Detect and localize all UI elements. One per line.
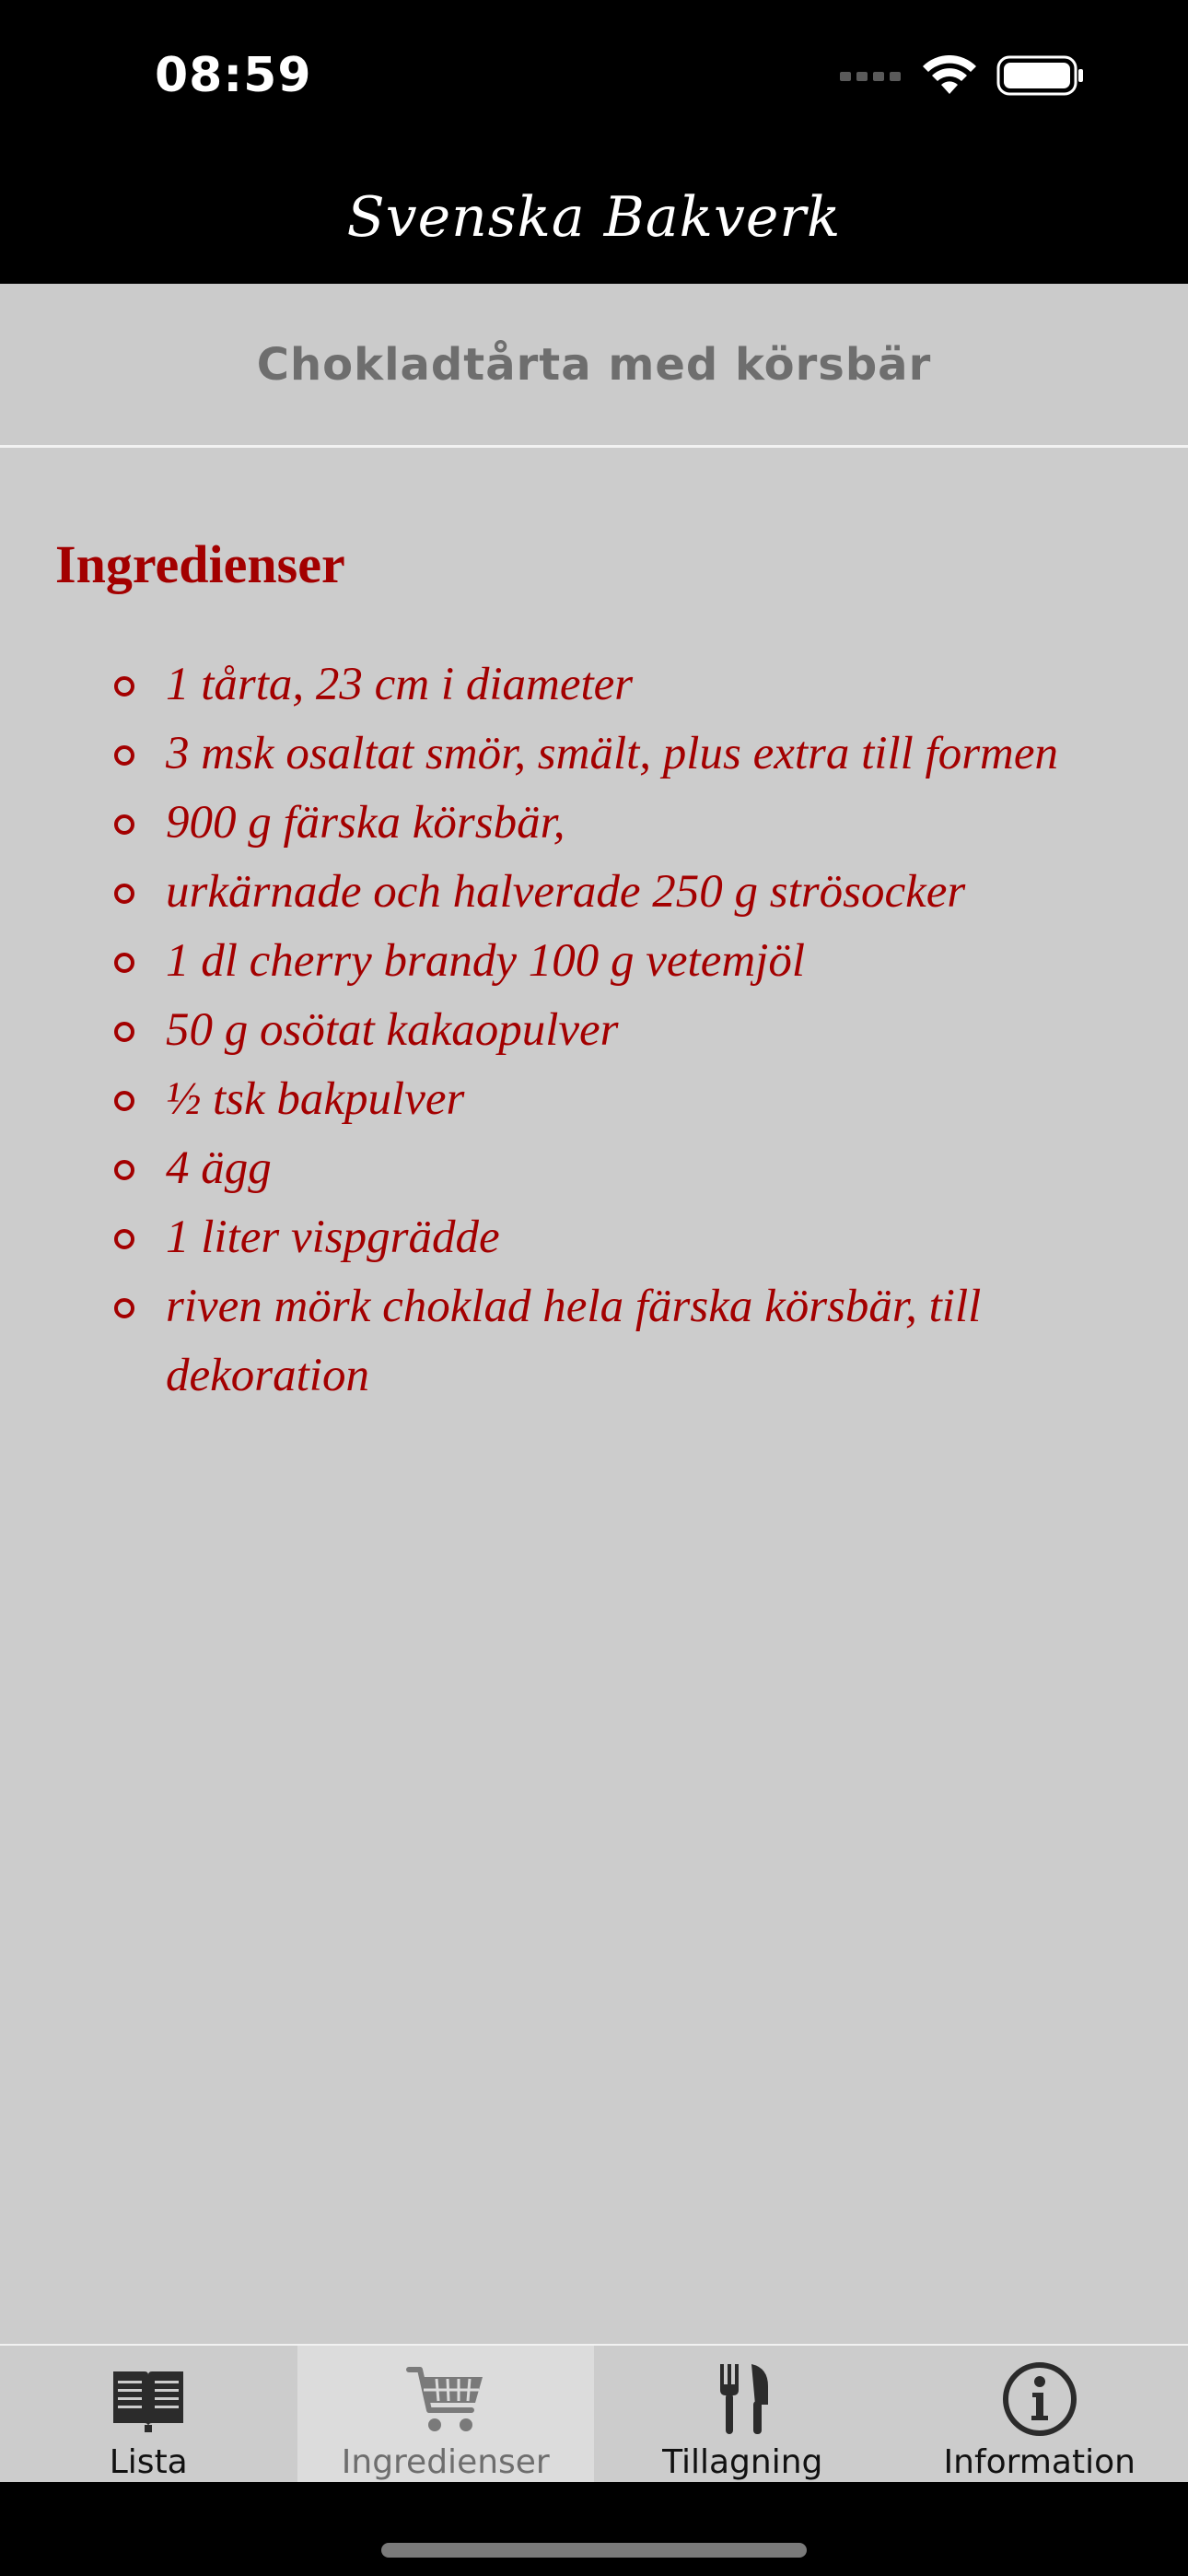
- tab-information[interactable]: [891, 2346, 1188, 2482]
- ingredient-item: [0, 1134, 1188, 1203]
- home-area: [0, 2482, 1188, 2576]
- ingredients-content: [0, 448, 1188, 2344]
- section-heading: Ingredienser: [55, 534, 345, 594]
- wifi-icon: [923, 55, 976, 96]
- ingredient-text: ½ tsk bakpulver: [166, 1073, 465, 1125]
- tab-lista-label: Lista: [109, 2443, 188, 2481]
- bullet-icon: [114, 745, 134, 766]
- tab-ingredienser-label: Ingredienser: [341, 2443, 550, 2481]
- status-icons: [840, 55, 1085, 96]
- status-time: 08:59: [155, 48, 312, 103]
- bullet-icon: [114, 1229, 134, 1249]
- book-icon: [108, 2359, 189, 2440]
- tab-information-label: Information: [943, 2443, 1136, 2481]
- ingredient-item: [0, 789, 1188, 858]
- bullet-icon: [114, 1091, 134, 1111]
- ingredient-item: [0, 996, 1188, 1065]
- bullet-icon: [114, 1160, 134, 1180]
- bullet-icon: [114, 884, 134, 904]
- recipe-title: Chokladtårta med körsbär: [0, 284, 1188, 448]
- ingredient-text: 4 ägg: [166, 1142, 272, 1194]
- tab-tillagning-label: Tillagning: [662, 2443, 823, 2481]
- ingredient-item: [0, 858, 1188, 927]
- tab-bar: [0, 2344, 1188, 2482]
- ingredient-item: [0, 927, 1188, 996]
- app-title: Svenska Bakverk: [346, 185, 842, 250]
- cart-icon: [405, 2359, 486, 2440]
- ingredient-item: [0, 1203, 1188, 1272]
- fork-knife-icon: [702, 2359, 783, 2440]
- tab-tillagning[interactable]: [594, 2346, 891, 2482]
- ingredient-item: [0, 650, 1188, 720]
- ingredient-item: [0, 720, 1188, 789]
- ingredient-text: riven mörk choklad hela färska körsbär, till dekoration: [166, 1281, 982, 1401]
- ingredient-item: [0, 1065, 1188, 1134]
- info-icon: [999, 2359, 1080, 2440]
- bullet-icon: [114, 1022, 134, 1042]
- battery-icon: [996, 55, 1085, 96]
- bullet-icon: [114, 1298, 134, 1318]
- home-indicator[interactable]: [381, 2543, 807, 2558]
- ingredient-text: 900 g färska körsbär,: [166, 797, 565, 849]
- bullet-icon: [114, 814, 134, 835]
- ingredient-item: [0, 1272, 1188, 1411]
- ingredient-text: 3 msk osaltat smör, smält, plus extra till formen: [166, 728, 1059, 779]
- bullet-icon: [114, 676, 134, 697]
- ingredient-text: 50 g osötat kakaopulver: [166, 1004, 619, 1056]
- ingredient-text: urkärnade och halverade 250 g strösocker: [166, 866, 966, 918]
- ingredient-text: 1 liter vispgrädde: [166, 1212, 500, 1263]
- ingredient-text: 1 dl cherry brandy 100 g vetemjöl: [166, 935, 806, 987]
- tab-ingredienser[interactable]: [297, 2346, 595, 2482]
- bullet-icon: [114, 953, 134, 973]
- tab-lista[interactable]: [0, 2346, 297, 2482]
- signal-icon: [840, 68, 903, 83]
- ingredient-text: 1 tårta, 23 cm i diameter: [166, 659, 634, 710]
- ingredient-list: [0, 650, 1188, 1411]
- top-bar: [0, 0, 1188, 284]
